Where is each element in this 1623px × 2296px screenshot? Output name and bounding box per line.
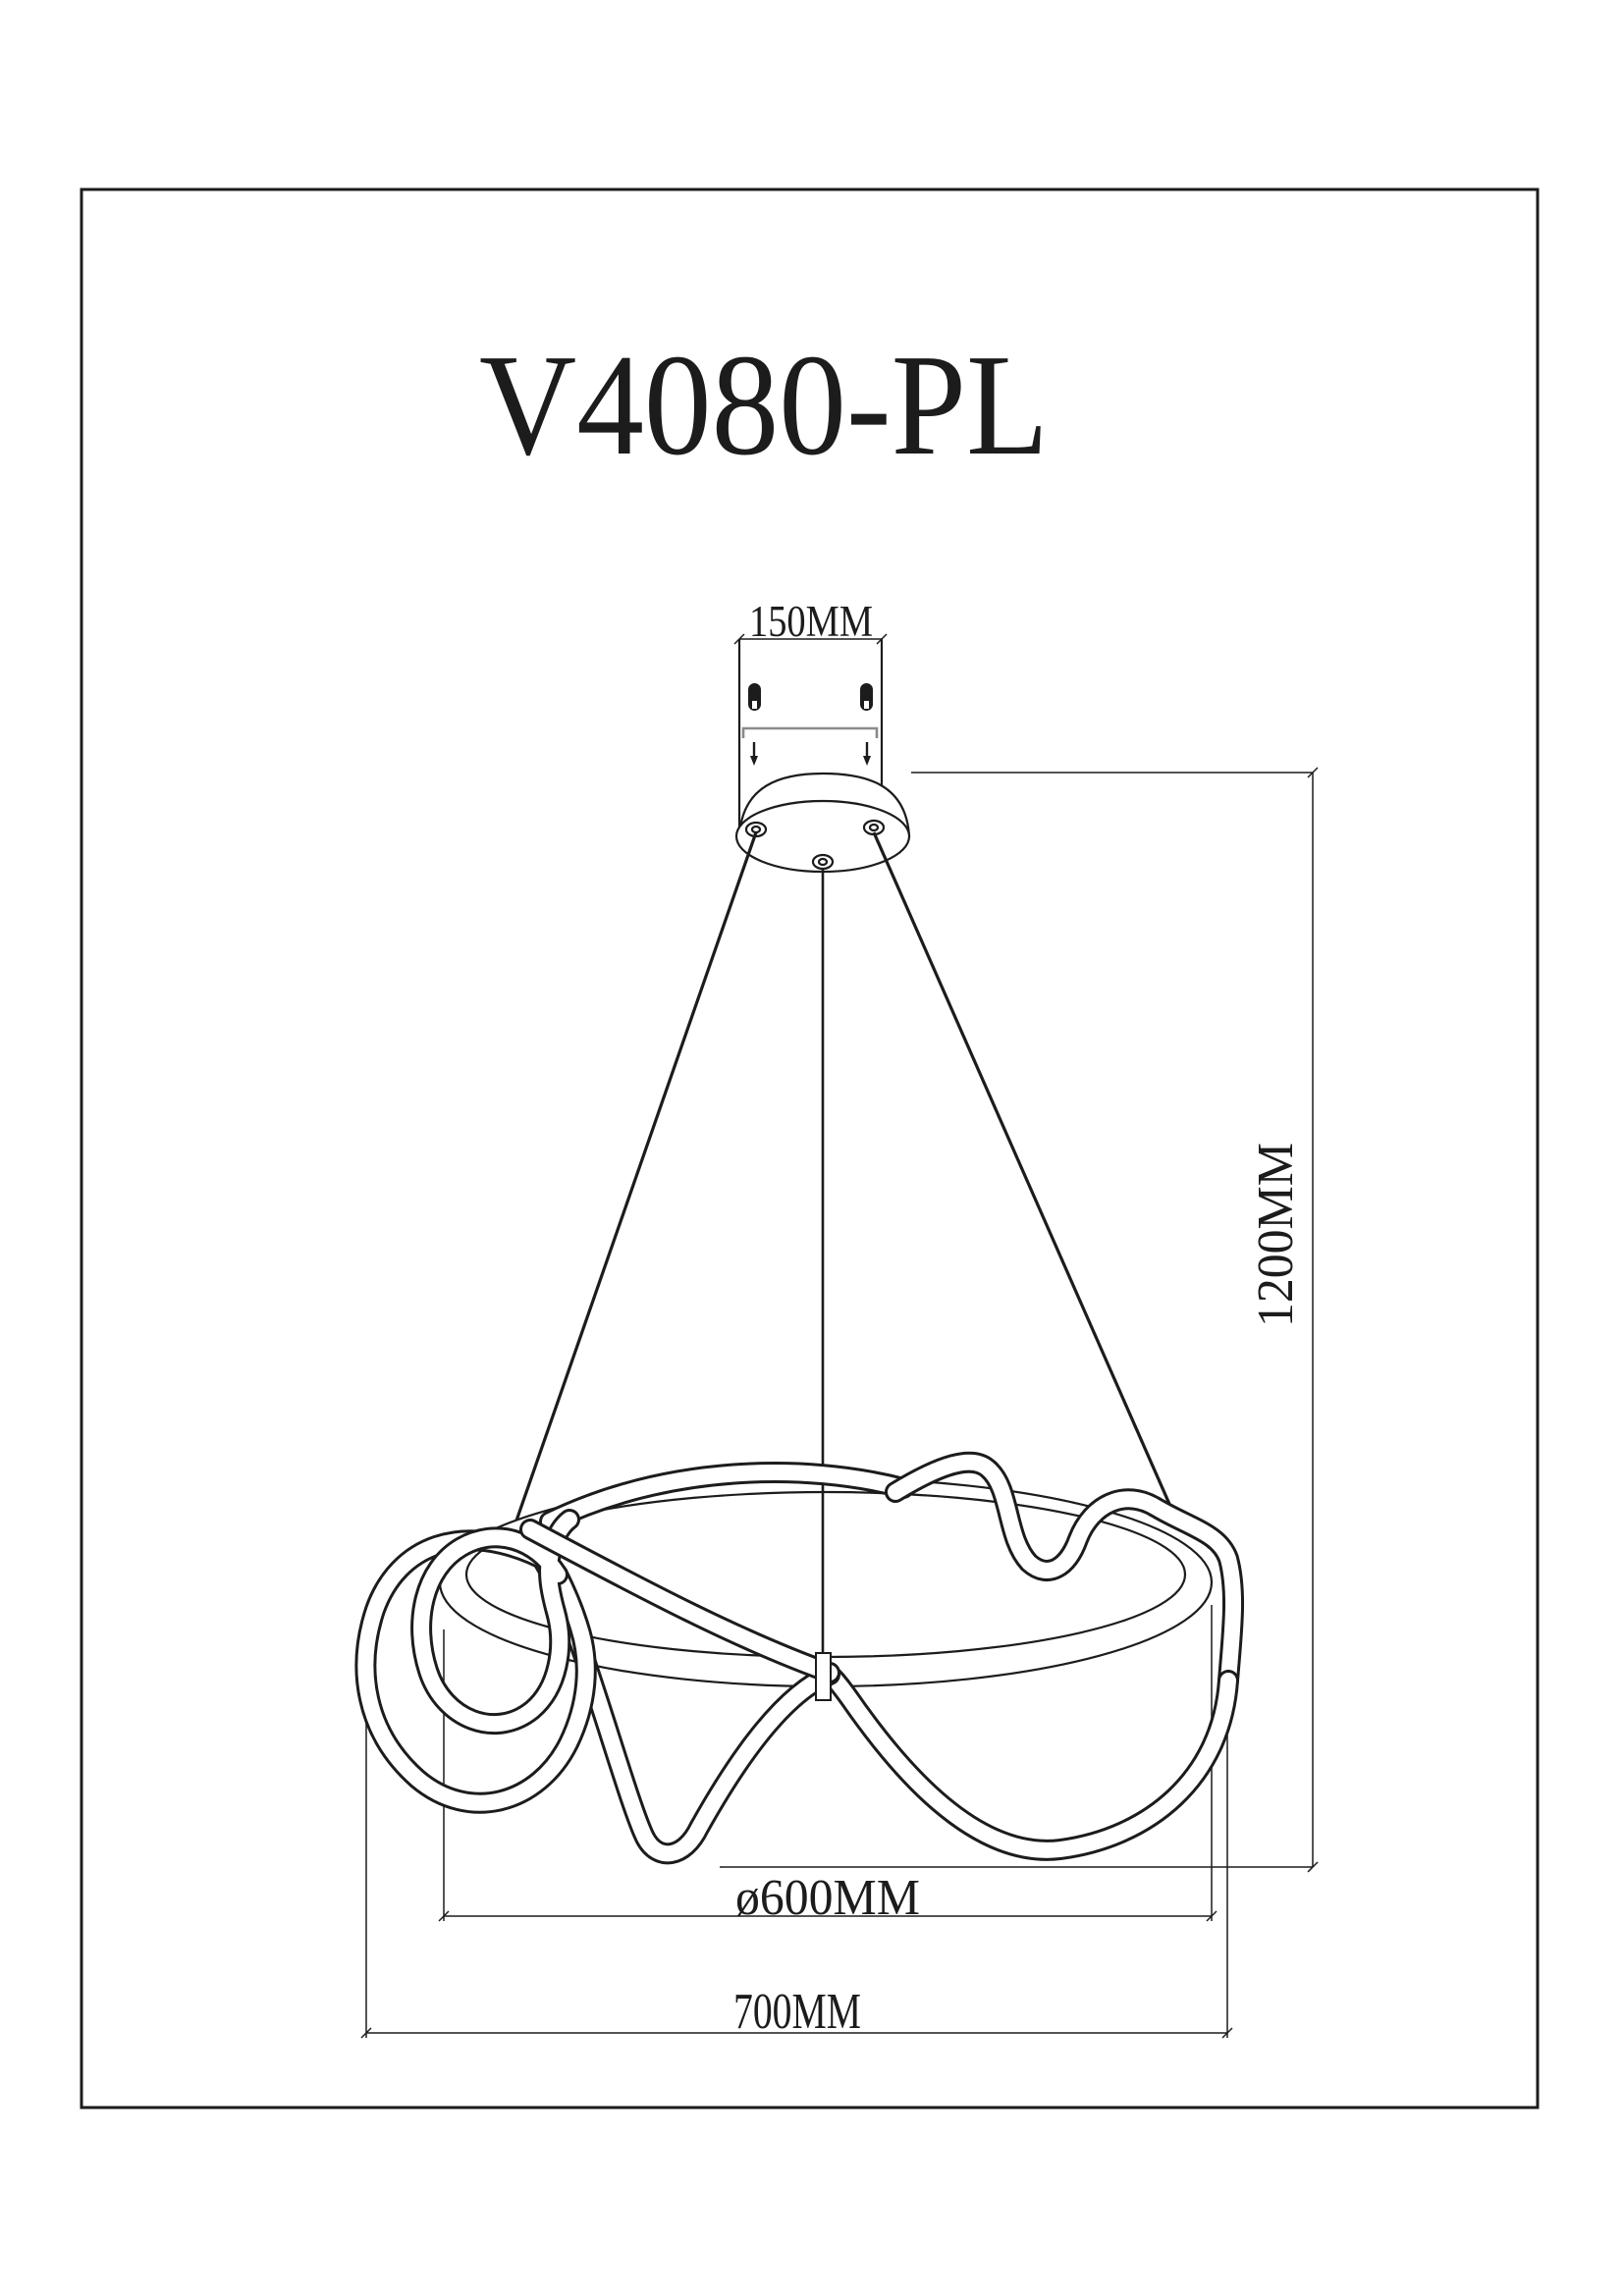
drop-height-dimension-label: 1200MM: [1248, 1134, 1304, 1327]
overall-width-dimension-label: 700MM: [733, 1984, 861, 2040]
screw-icon: [750, 742, 871, 766]
cable-hub-fitting: [816, 1653, 831, 1700]
tube-right-swoop: [830, 1675, 1228, 1850]
left-suspension-wire: [509, 832, 756, 1543]
dimension-lines: [361, 768, 1318, 2038]
tube-back-strand: [550, 1472, 903, 1522]
right-suspension-wire: [874, 832, 1176, 1520]
canopy-width-dimension-label: 150MM: [749, 597, 873, 646]
suspension-wires: [509, 832, 1176, 1543]
keyhole-slot-icon: [748, 683, 873, 711]
mounting-strap: [743, 728, 877, 738]
model-number-title: V4080-PL: [479, 325, 1049, 486]
ring-diameter-dimension-label: ø600MM: [735, 1870, 920, 1926]
ceiling-mount-assembly: [734, 597, 909, 872]
